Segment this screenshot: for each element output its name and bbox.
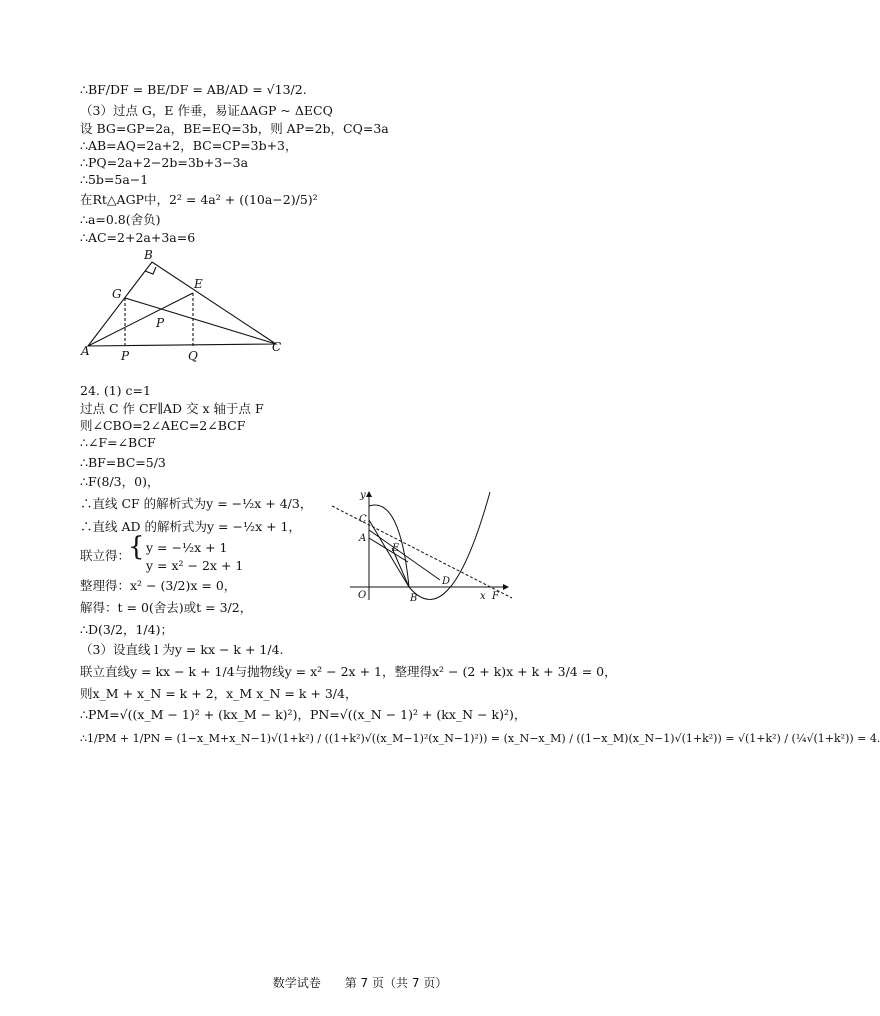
label-d: D: [442, 576, 451, 587]
line-24: 则x_M + x_N = k + 2，x_M x_N = k + 3/4，: [80, 686, 358, 701]
line-15: ∴F(8/3，0)，: [80, 474, 160, 489]
system-eq-1: y = −½x + 1: [146, 540, 228, 555]
label-c: C: [359, 514, 367, 525]
line-23: 联立直线y = kx − k + 1/4与抛物线y = x² − 2x + 1，整理得x² − (2 + k)x + k + 3/4 = 0，: [80, 664, 617, 679]
label-a: A: [81, 344, 90, 358]
line-1: ∴BF/DF = BE/DF = AB/AD = √13/2.: [80, 82, 307, 97]
line-16: ∴直线 CF 的解析式为y = −½x + 4/3，: [80, 496, 313, 511]
line-18-label: 联立得：: [80, 548, 131, 563]
page-footer: 数学试卷 第 7 页（共 7 页）: [272, 976, 448, 990]
label-b: B: [410, 593, 418, 604]
line-25: ∴PM=√((x_M − 1)² + (kx_M − k)²)，PN=√((x_N − 1)² + (kx_N − k)²)，: [80, 707, 527, 722]
line-21: ∴D(3/2，1/4)；: [80, 622, 173, 637]
label-p-inner: P: [156, 316, 165, 330]
label-y: y: [360, 490, 366, 501]
line-3: 设 BG=GP=2a，BE=EQ=3b，则 AP=2b，CQ=3a: [80, 121, 389, 136]
label-c: C: [272, 340, 282, 354]
parabola-curve: [369, 492, 490, 599]
line-7: 在Rt△AGP中，2² = 4a² + ((10a−2)/5)²: [80, 192, 318, 207]
label-p-base: P: [121, 349, 130, 363]
line-6: ∴5b=5a−1: [80, 172, 149, 187]
label-q: Q: [188, 349, 198, 363]
right-angle-mark: [145, 267, 156, 274]
label-a: A: [359, 533, 367, 544]
line-19: 整理得：x² − (3/2)x = 0，: [80, 578, 237, 593]
segment-g-c: [125, 298, 276, 344]
parabola-graph: [330, 486, 520, 604]
line-10: 24. (1) c=1: [80, 383, 151, 398]
line-9: ∴AC=2+2a+3a=6: [80, 230, 196, 245]
line-26: ∴1/PM + 1/PN = (1−x_M+x_N−1)√(1+k²) / ((1+k²)√((x_M−1)²(x_N−1)²)) = (x_N−x_M) / ((1−x_M)(x_N−1)√(1+k²)) = √(1+k²) / (¼√(1+k²)) = 4.: [80, 732, 880, 745]
system-brace: {: [128, 532, 145, 562]
label-o: O: [358, 590, 367, 601]
line-2: （3）过点 G，E 作垂，易证ΔAGP ~ ΔECQ: [80, 103, 333, 118]
line-5: ∴PQ=2a+2−2b=3b+3−3a: [80, 155, 249, 170]
line-12: 则∠CBO=2∠AEC=2∠BCF: [80, 418, 246, 433]
line-11: 过点 C 作 CF∥AD 交 x 轴于点 F: [80, 401, 264, 416]
line-17: ∴直线 AD 的解析式为y = −½x + 1，: [80, 519, 301, 534]
label-f: F: [492, 591, 499, 602]
line-8: ∴a=0.8(舍负): [80, 212, 161, 227]
label-g: G: [112, 287, 122, 301]
line-13: ∴∠F=∠BCF: [80, 435, 156, 450]
label-b: B: [144, 248, 153, 262]
line-20: 解得：t = 0(舍去)或t = 3/2，: [80, 600, 253, 615]
line-22: （3）设直线 l 为y = kx − k + 1/4.: [80, 642, 284, 657]
line-14: ∴BF=BC=5/3: [80, 455, 166, 470]
line-4: ∴AB=AQ=2a+2，BC=CP=3b+3，: [80, 138, 298, 153]
triangle-figure: [78, 246, 298, 370]
label-x: x: [480, 591, 486, 602]
triangle-abc: [88, 262, 276, 346]
system-eq-2: y = x² − 2x + 1: [146, 558, 244, 573]
label-e: E: [194, 277, 203, 291]
label-e: E: [392, 543, 400, 554]
segment-a-e: [88, 293, 193, 346]
